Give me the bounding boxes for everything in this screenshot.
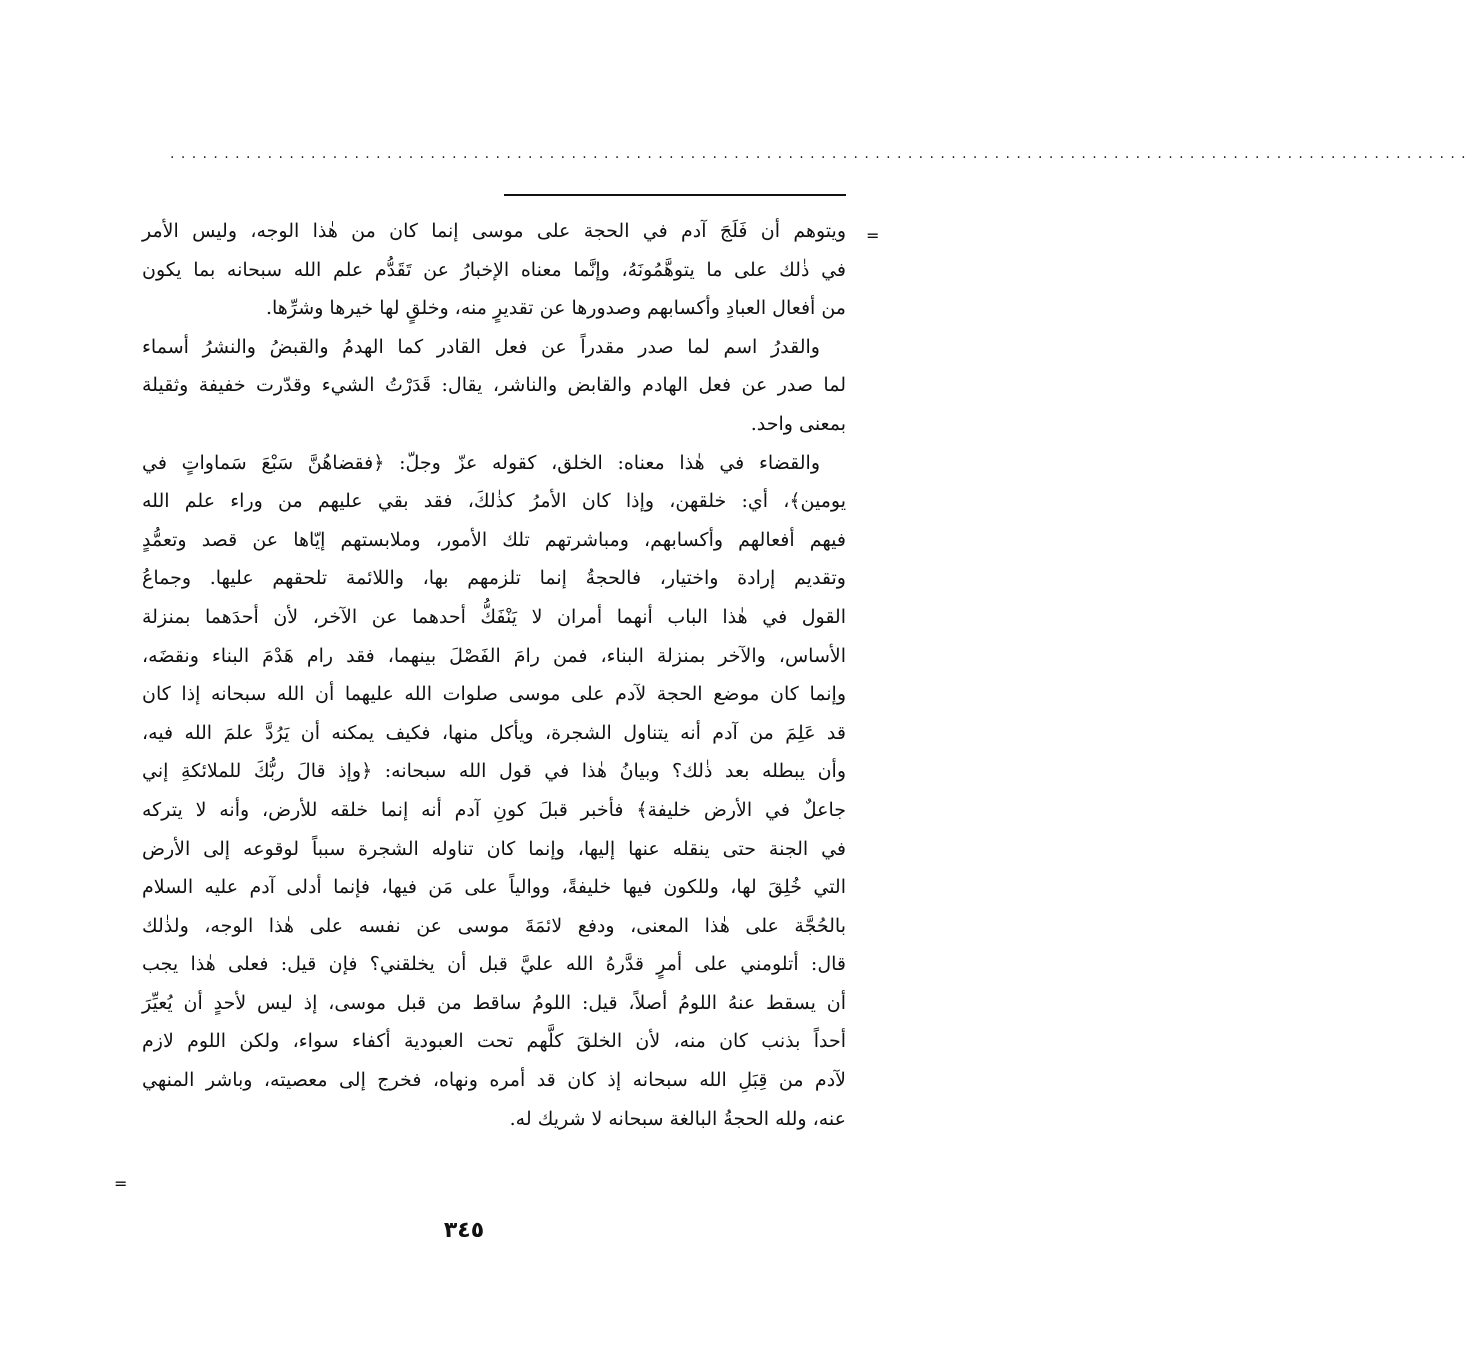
text-line: والقضاء في هٰذا معناه: الخلق، كقوله عزّ وجلّ: ﴿فقضاهُنَّ سَبْعَ سَماواتٍ في [142, 451, 820, 474]
text-line: والقدرُ اسم لما صدر مقدراً عن فعل القادر كما الهدمُ والقبضُ والنشرُ أسماء [142, 335, 820, 358]
text-line: لآدم من قِبَلِ الله سبحانه إذ كان قد أمره ونهاه، فخرج إلى معصيته، وباشر المنهي [142, 1069, 846, 1092]
text-line: التي خُلِقَ لها، وللكون فيها خليفةً، ووالياً على مَن فيها، فإنما أدلى آدم عليه السلام [142, 876, 846, 899]
page-number: ٣٤٥ [443, 1218, 485, 1243]
text-line: يومين﴾، أي: خلقهن، وإذا كان الأمرُ كذٰلكَ، فقد بقي عليهم من وراء علم الله [142, 490, 846, 513]
text-line: قد عَلِمَ من آدم أنه يتناول الشجرة، ويأكل منها، فكيف يمكنه أن يَرُدَّ علمَ الله فيه، [142, 721, 846, 744]
text-line: الأساس، والآخر بمنزلة البناء، فمن رامَ الفَصْلَ بينهما، فقد رام هَدْمَ البناء ونقضَه، [142, 644, 846, 667]
page-body-text [142, 212, 846, 1138]
text-line: بالحُجَّة على هٰذا المعنى، ودفع لائمَةَ موسى عن نفسه على هٰذا الوجه، ولذٰلك [142, 914, 846, 937]
text-line: وإنما كان موضع الحجة لآدم على موسى صلوات الله عليهما أن الله سبحانه إذا كان [142, 683, 846, 706]
text-line: وأن يبطله بعد ذٰلك؟ وبيانُ هٰذا في قول الله سبحانه: ﴿وإذ قالَ ربُّكَ للملائكةِ إني [142, 760, 846, 783]
text-line: أن يسقط عنهُ اللومُ أصلاً، قيل: اللومُ ساقط من قبل موسى، إذ ليس لأحدٍ أن يُعيِّرَ [142, 991, 846, 1014]
continuation-mark-top: = [866, 226, 880, 245]
text-line: بمعنى واحد. [750, 412, 846, 435]
text-line: لما صدر عن فعل الهادم والقابض والناشر، يقال: قَدَرْتُ الشيء وقدّرت خفيفة وثقيلة [142, 374, 846, 397]
text-line: جاعلٌ في الأرض خليفة﴾ فأخبر قبلَ كونِ آدم أنه إنما خلقه للأرض، وأنه لا يتركه [142, 798, 846, 821]
text-line: فيهم أفعالهم وأكسابهم، ومباشرتهم تلك الأمور، وملابستهم إيّاها عن قصد وتعمُّدٍ [142, 528, 846, 551]
dotted-separator: ........................................................................................................................ [170, 146, 1472, 162]
text-line: من أفعال العبادِ وأكسابهم وصدورها عن تقديرٍ منه، وخلقٍ لها خيرها وشرِّها. [265, 297, 846, 320]
text-line: وتقديم إرادة واختيار، فالحجةُ إنما تلزمهم بها، واللائمة تلحقهم عليها. وجماعُ [142, 567, 846, 590]
text-line: قال: أتلومني على أمرٍ قدَّرهُ الله عليَّ قبل أن يخلقني؟ فإن قيل: فعلى هٰذا يجب [142, 953, 846, 976]
text-line: في ذٰلك على ما يتوهَّمُونَهُ، وإنَّما معناه الإخبارُ عن تَقَدُّم علم الله سبحانه بما يكون [142, 258, 846, 281]
footnote-rule [504, 194, 846, 196]
text-line: القول في هٰذا الباب أنهما أمران لا يَنْفَكُّ أحدهما عن الآخر، لأن أحدَهما بمنزلة [142, 605, 846, 628]
text-line: عنه، ولله الحجةُ البالغة سبحانه لا شريك له. [509, 1107, 846, 1130]
text-line: أحداً بذنب كان منه، لأن الخلقَ كلَّهم تحت العبودية أكفاء سواء، ولكن اللوم لازم [142, 1030, 846, 1053]
text-line: ويتوهم أن فَلَجَ آدم في الحجة على موسى إنما كان من هٰذا الوجه، وليس الأمر [142, 220, 846, 242]
text-line: في الجنة حتى ينقله عنها إليها، وإنما كان تناوله الشجرة سبباً لوقوعه إلى الأرض [142, 837, 846, 860]
continuation-mark-bottom: = [114, 1174, 128, 1193]
